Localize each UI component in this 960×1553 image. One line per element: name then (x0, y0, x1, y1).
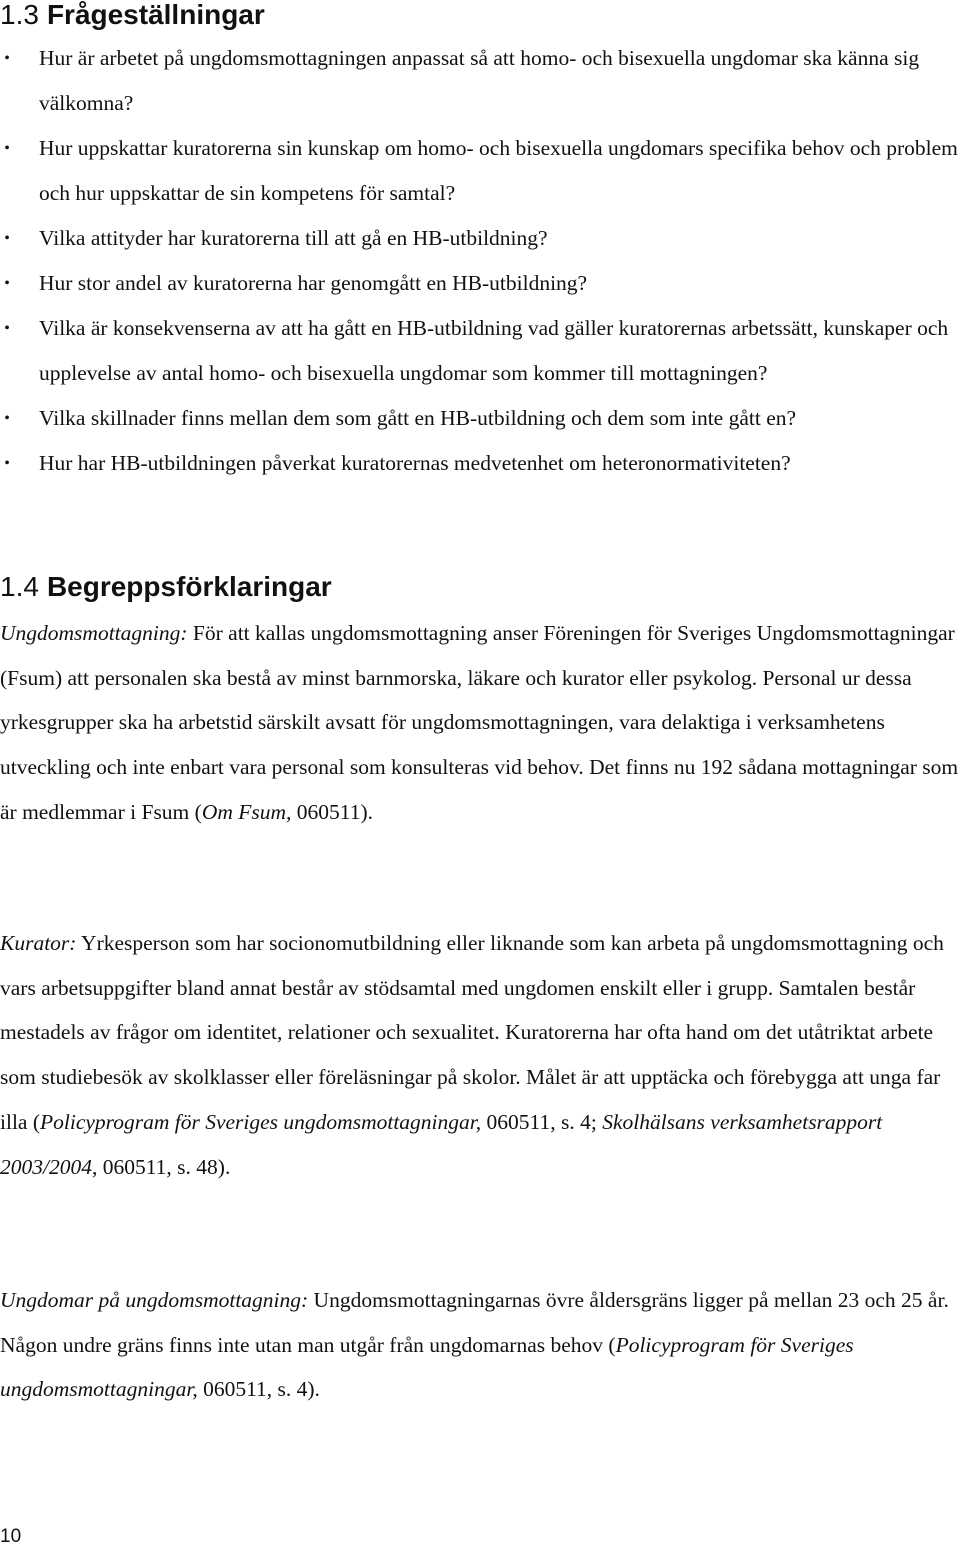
bullet-icon: • (4, 140, 10, 157)
bullet-icon: • (4, 320, 10, 337)
question-text: Hur stor andel av kuratorerna har genomgått en HB-utbildning? (39, 271, 588, 295)
citation-title: Policyprogram för Sveriges ungdomsmottagningar, (0, 1332, 854, 1402)
definition-text: 060511). (291, 799, 374, 824)
list-item (0, 216, 960, 261)
citation-title: Policyprogram för Sveriges ungdomsmottagningar, (40, 1109, 482, 1134)
list-item (0, 36, 960, 126)
bullet-icon: • (4, 50, 10, 67)
section-heading-1-3 (0, 0, 265, 30)
list-item (0, 261, 960, 306)
definition-ungdomar (0, 1278, 960, 1412)
bullet-icon: • (4, 275, 10, 292)
question-text: Vilka attityder har kuratorerna till att gå en HB-utbildning? (39, 226, 548, 250)
section-number: 1.4 (0, 571, 39, 602)
definition-text: 060511, s. 4). (197, 1377, 320, 1402)
section-title: Begreppsförklaringar (46, 571, 332, 602)
definition-text: , 060511, s. 48). (91, 1154, 231, 1179)
citation-title: Om Fsum, (201, 799, 292, 824)
definition-term: Kurator: (0, 931, 77, 955)
definition-text: För att kallas ungdomsmottagning anser Föreningen för Sveriges Ungdomsmottagningar (Fsum) att personalen ska bestå av minst barnmorska, läkare och kurator eller psykolog. Personal ur dessa yrkesgrupper ska ha arbetstid särskilt avsatt för ungdomsmottagningen, vara delaktiga i verksamhetens utveckling och inte enbart vara personal som konsulteras vid behov. Det finns nu 192 sådana mottagningar som är medlemmar i Fsum ( (0, 621, 959, 824)
list-item (0, 126, 960, 216)
list-item (0, 441, 960, 486)
definition-text: Yrkesperson som har socionomutbildning eller liknande som kan arbeta på ungdomsmottagning och vars arbetsuppgifter bland annat består av stödsamtal med ungdomen enskilt eller i grupp. Samtalen består mestadels av frågor om identitet, relationer och sexualitet. Kuratorerna har ofta hand om det utåtriktat arbete som studiebesök av skolklasser eller föreläsningar på skolor. Målet är att upptäcka och förebygga att unga far illa ( (0, 931, 944, 1134)
list-item (0, 306, 960, 396)
question-text: Vilka skillnader finns mellan dem som gått en HB-utbildning och dem som inte gått en? (39, 406, 797, 430)
section-number: 1.3 (0, 0, 39, 30)
question-text: Hur uppskattar kuratorerna sin kunskap om homo- och bisexuella ungdomars specifika behov och problem och hur uppskattar de sin kompetens för samtal? (39, 136, 958, 205)
definition-term: Ungdomsmottagning: (0, 621, 188, 645)
question-text: Vilka är konsekvenserna av att ha gått en HB-utbildning vad gäller kuratorernas arbetssätt, kunskaper och upplevelse av antal homo- och bisexuella ungdomar som kommer till mottagningen? (39, 316, 949, 385)
section-title: Frågeställningar (46, 0, 265, 30)
bullet-icon: • (4, 455, 10, 472)
definition-term: Ungdomar på ungdomsmottagning: (0, 1288, 309, 1312)
definition-kurator (0, 921, 960, 1189)
citation-title: Skolhälsans verksamhetsrapport 2003/2004 (0, 1109, 883, 1179)
question-text: Hur är arbetet på ungdomsmottagningen anpassat så att homo- och bisexuella ungdomar ska känna sig välkomna? (39, 46, 920, 115)
page-number: 10 (0, 1526, 22, 1547)
list-item (0, 396, 960, 441)
bullet-icon: • (4, 410, 10, 427)
section-heading-1-4 (0, 572, 332, 602)
question-list (0, 36, 960, 486)
bullet-icon: • (4, 230, 10, 247)
definition-text: Ungdomsmottagningarnas övre åldersgräns ligger på mellan 23 och 25 år. Någon undre gräns finns inte utan man utgår från ungdomarnas behov ( (0, 1288, 949, 1357)
definition-ungdomsmottagning (0, 611, 960, 835)
question-text: Hur har HB-utbildningen påverkat kuratorernas medvetenhet om heteronormativiteten? (39, 451, 791, 475)
definition-text: 060511, s. 4; (481, 1109, 603, 1134)
